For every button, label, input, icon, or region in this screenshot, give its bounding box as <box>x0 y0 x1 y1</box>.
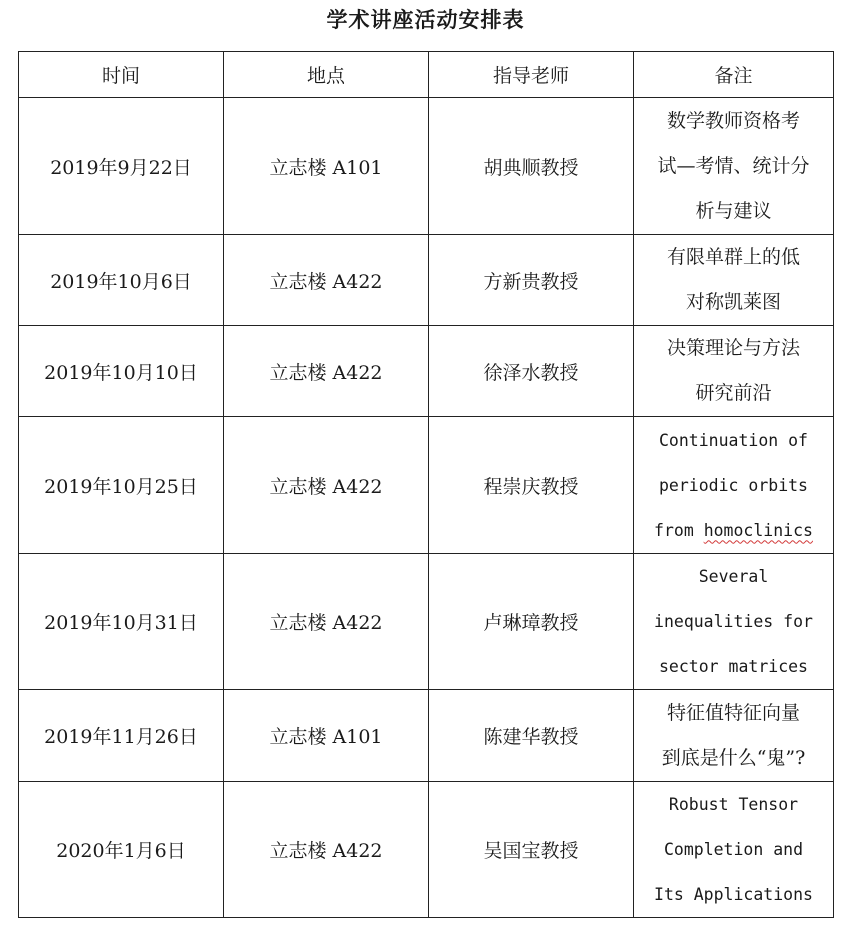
note-line: 试—考情、统计分 <box>657 154 810 177</box>
note-line: 析与建议 <box>695 199 772 222</box>
location-cell: 立志楼 A422 <box>224 417 429 554</box>
date-cell: 2019年9月22日 <box>19 98 224 235</box>
date-cell: 2019年10月25日 <box>19 417 224 554</box>
note-cell <box>634 235 834 326</box>
location-cell: 立志楼 A422 <box>224 326 429 417</box>
location-cell: 立志楼 A422 <box>224 554 429 690</box>
note-line: 到底是什么“鬼”? <box>661 746 806 769</box>
table-row <box>19 782 834 918</box>
note-line: 对称凯莱图 <box>685 291 781 313</box>
instructor-cell: 吴国宝教授 <box>429 782 634 918</box>
date-cell: 2019年11月26日 <box>19 690 224 782</box>
note-cell <box>634 782 834 918</box>
note-line: 数学教师资格考 <box>666 109 800 132</box>
lecture-schedule-table <box>18 51 834 918</box>
date-cell: 2020年1月6日 <box>19 782 224 918</box>
table-row <box>19 326 834 417</box>
instructor-cell: 徐泽水教授 <box>429 326 634 417</box>
note-line: Continuation of <box>658 430 808 450</box>
note-line: 研究前沿 <box>695 382 772 404</box>
instructor-cell: 程崇庆教授 <box>429 417 634 554</box>
location-cell: 立志楼 A101 <box>224 98 429 235</box>
note-line: Its Applications <box>654 885 813 904</box>
table-header-row <box>19 52 834 98</box>
instructor-cell: 方新贵教授 <box>429 235 634 326</box>
table-row <box>19 235 834 326</box>
table-row <box>19 98 834 235</box>
note-line: Robust Tensor <box>668 795 799 814</box>
note-line: 决策理论与方法 <box>666 337 800 359</box>
page-title: 学术讲座活动安排表 <box>326 8 525 32</box>
header-location: 地点 <box>224 52 429 98</box>
table-row <box>19 554 834 690</box>
note-line: Several <box>698 567 769 586</box>
note-cell <box>634 554 834 690</box>
spellcheck-underline: homoclinics <box>703 520 813 540</box>
instructor-cell: 卢琳璋教授 <box>429 554 634 690</box>
note-cell <box>634 98 834 235</box>
date-cell: 2019年10月6日 <box>19 235 224 326</box>
note-line: inequalities for <box>654 612 813 631</box>
note-line: from homoclinics <box>654 520 813 540</box>
note-line: 有限单群上的低 <box>666 246 800 268</box>
note-line: 特征值特征向量 <box>666 701 800 724</box>
date-cell: 2019年10月10日 <box>19 326 224 417</box>
note-cell <box>634 326 834 417</box>
note-cell <box>634 417 834 554</box>
location-cell: 立志楼 A422 <box>224 782 429 918</box>
table-row <box>19 690 834 782</box>
location-cell: 立志楼 A101 <box>224 690 429 782</box>
header-time: 时间 <box>19 52 224 98</box>
instructor-cell: 陈建华教授 <box>429 690 634 782</box>
date-cell: 2019年10月31日 <box>19 554 224 690</box>
note-cell <box>634 690 834 782</box>
header-instructor: 指导老师 <box>429 52 634 98</box>
note-line: periodic orbits <box>658 475 808 495</box>
header-notes: 备注 <box>634 52 834 98</box>
instructor-cell: 胡典顺教授 <box>429 98 634 235</box>
note-line: Completion and <box>663 840 804 859</box>
table-row <box>19 417 834 554</box>
location-cell: 立志楼 A422 <box>224 235 429 326</box>
note-line: sector matrices <box>658 657 808 676</box>
